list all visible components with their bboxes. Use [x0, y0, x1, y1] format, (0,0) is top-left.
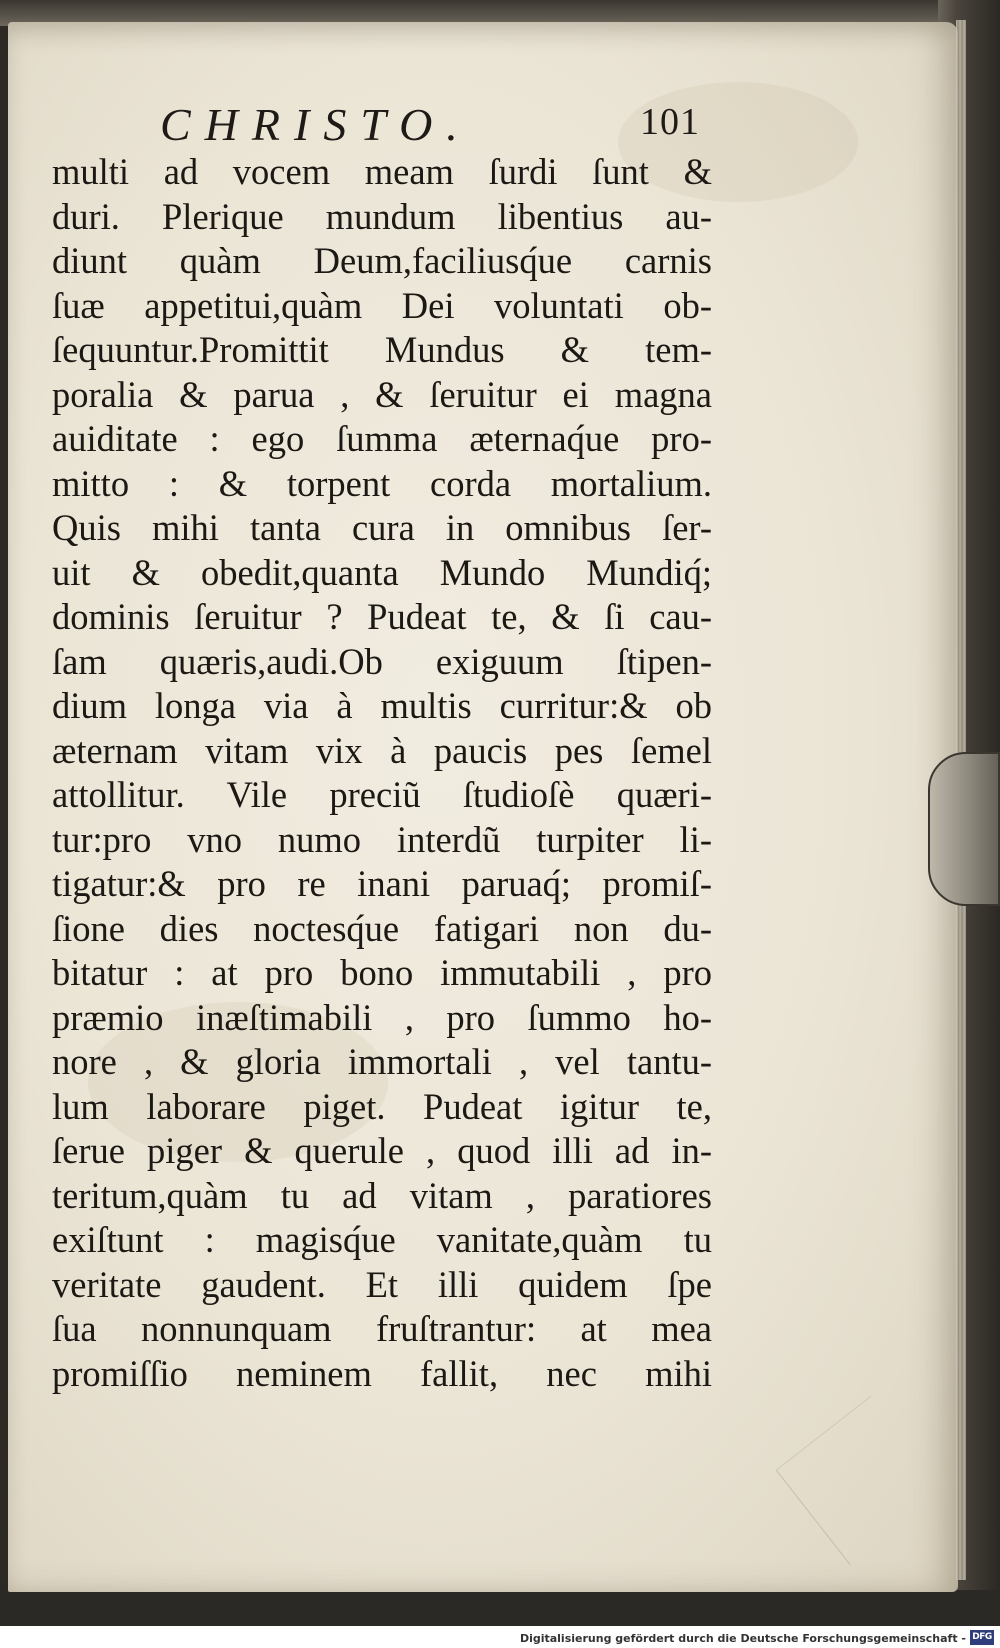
book-clasp: [928, 752, 1000, 906]
text-line: tur:pro vno numo interdũ turpiter li-: [52, 818, 712, 860]
text-line: ſequuntur.Promittit Mundus & tem-: [52, 329, 712, 370]
dfg-logo: DFG: [970, 1630, 994, 1645]
text-line: Quis mihi tanta cura in omnibus ſer-: [52, 507, 712, 548]
text-line: attollitur. Vile preciũ ſtudioſè quæri-: [52, 774, 712, 815]
text-line: duri. Plerique mundum libentius au-: [52, 195, 712, 237]
text-line: exiſtunt : magisq́ue vanitate,quàm tu: [52, 1219, 712, 1260]
page-header: [160, 98, 720, 158]
text-line: multi ad vocem meam ſurdi ſunt &: [52, 151, 712, 192]
text-line: uit & obedit,quanta Mundo Mundiq́;: [52, 551, 712, 593]
body-text: [52, 150, 712, 1396]
text-line: ſua nonnunquam fruſtrantur: at mea: [52, 1308, 712, 1349]
text-line: tigatur:& pro re inani paruaq́; promiſ-: [52, 863, 712, 904]
text-line: ſerue piger & querule , quod illi ad in-: [52, 1130, 712, 1171]
text-line: lum laborare piget. Pudeat igitur te,: [52, 1085, 712, 1127]
text-line: teritum,quàm tu ad vitam , paratiores: [52, 1174, 712, 1216]
text-line: auiditate : ego ſumma æternaq́ue pro-: [52, 418, 712, 459]
text-line: dium longa via à multis curritur:& ob: [52, 685, 712, 726]
text-line: diunt quàm Deum,faciliusq́ue carnis: [52, 240, 712, 281]
text-line: promiſſio neminem fallit, nec mihi: [52, 1352, 712, 1394]
running-title: CHRISTO.: [160, 99, 472, 150]
footer-bar: [0, 1626, 1000, 1648]
text-line: ſuæ appetitui,quàm Dei voluntati ob-: [52, 284, 712, 326]
funding-credit: Digitalisierung gefördert durch die Deutsche Forschungsgemeinschaft -: [519, 1632, 966, 1645]
text-line: bitatur : at pro bono immutabili , pro: [52, 952, 712, 993]
text-line: præmio inæſtimabili , pro ſummo ho-: [52, 996, 712, 1038]
text-line: dominis ſeruitur ? Pudeat te, & ſi cau-: [52, 596, 712, 637]
text-line: ſione dies noctesq́ue fatigari non du-: [52, 907, 712, 949]
text-line: nore , & gloria immortali , vel tantu-: [52, 1041, 712, 1082]
page-number: 101: [640, 101, 700, 143]
text-line: veritate gaudent. Et illi quidem ſpe: [52, 1263, 712, 1305]
text-line: mitto : & torpent corda mortalium.: [52, 462, 712, 504]
text-line: æternam vitam vix à paucis pes ſemel: [52, 729, 712, 771]
text-line: poralia & parua , & ſeruitur ei magna: [52, 373, 712, 415]
text-line: ſam quæris,audi.Ob exiguum ſtipen-: [52, 640, 712, 682]
